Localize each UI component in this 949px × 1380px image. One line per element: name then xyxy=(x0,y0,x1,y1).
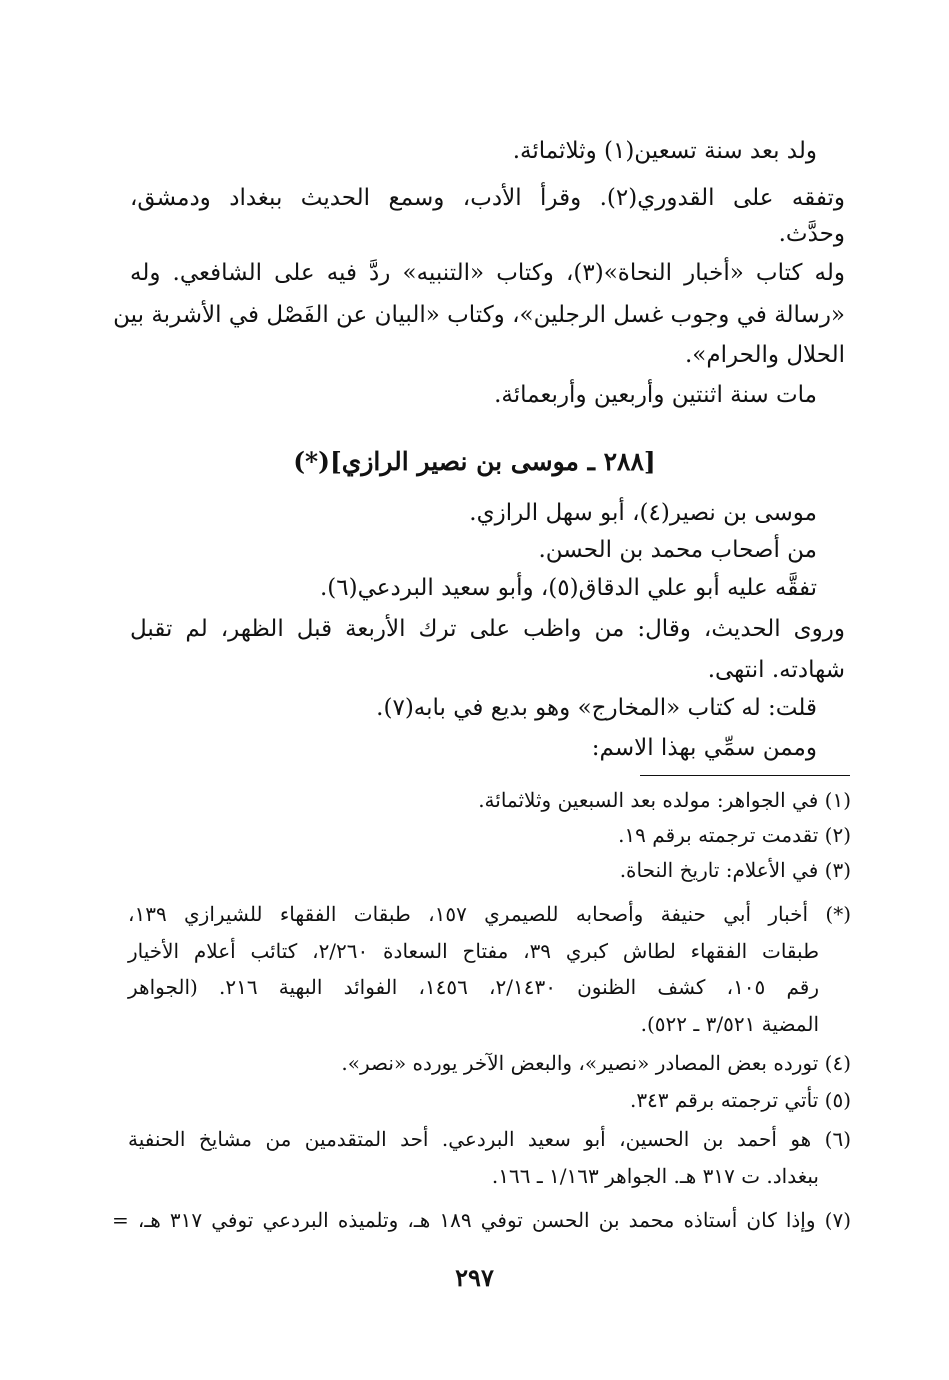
text-line: وتفقه على القدوري(٢). وقرأ الأدب، وسمع الحديث ببغداد ودمشق، xyxy=(130,185,845,211)
footnote-line: طبقات الفقهاء لطاش كبري ٣٩، مفتاح السعادة ٢/٢٦٠، كتائب أعلام الأخيار xyxy=(128,939,819,963)
footnote-separator xyxy=(640,775,850,776)
footnote-line: المضية ٣/٥٢١ ـ ٥٢٢). xyxy=(640,1012,819,1036)
page-number: ٢٩٧ xyxy=(455,1263,494,1292)
footnote-line: (٧) وإذا كان أستاذه محمد بن الحسن توفي ١٨٩ هـ، وتلميذه البردعي توفي ٣١٧ هـ، = xyxy=(112,1208,851,1232)
text-line: شهادته. انتهى. xyxy=(707,657,845,683)
footnote-line: (١) في الجواهر: مولده بعد السبعين وثلاثمائة. xyxy=(478,788,851,812)
text-line: ولد بعد سنة تسعين(١) وثلاثمائة. xyxy=(512,138,817,164)
text-line: وله كتاب «أخبار النحاة»(٣)، وكتاب «التنبيه» ردَّ فيه على الشافعي. وله xyxy=(130,260,845,286)
text-line: موسى بن نصير(٤)، أبو سهل الرازي. xyxy=(469,500,817,526)
footnote-line: ببغداد. ت ٣١٧ هـ. الجواهر ١/١٦٣ ـ ١٦٦. xyxy=(491,1164,819,1188)
footnote-line: رقم ١٠٥، كشف الظنون ٢/١٤٣٠، ١٤٥٦، الفوائد البهية ٢١٦. (الجواهر xyxy=(128,975,819,999)
text-line: «رسالة في وجوب غسل الرجلين»، وكتاب «البيان عن الفَصْل في الأشربة بين xyxy=(113,302,845,328)
footnote-line: (٤) تورده بعض المصادر «نصير»، والبعض الآخر يورده «نصر». xyxy=(341,1051,851,1075)
footnote-line: (٦) هو أحمد بن الحسين، أبو سعيد البردعي. أحد المتقدمين من مشايخ الحنفية xyxy=(128,1127,851,1151)
text-line: من أصحاب محمد بن الحسن. xyxy=(538,537,817,563)
text-line: مات سنة اثنتين وأربعين وأربعمائة. xyxy=(494,382,817,408)
footnote-line: (*) أخبار أبي حنيفة وأصحابه للصيمري ١٥٧، طبقات الفقهاء للشيرازي ١٣٩، xyxy=(128,902,852,926)
footnote-line: (٢) تقدمت ترجمته برقم ١٩. xyxy=(618,823,851,847)
text-line: قلت: له كتاب «المخارج» وهو بديع في بابه(٧). xyxy=(376,695,817,721)
text-line: الحلال والحرام». xyxy=(684,342,845,368)
text-line: تفقَّه عليه أبو علي الدقاق(٥)، وأبو سعيد البردعي(٦). xyxy=(320,575,817,601)
text-line: وروى الحديث، وقال: من واظب على ترك الأربعة قبل الظهر، لم تقبل xyxy=(130,616,845,642)
footnote-line: (٥) تأتي ترجمته برقم ٣٤٣. xyxy=(629,1088,851,1112)
entry-heading: [٢٨٨ ـ موسى بن نصير الرازي](*) xyxy=(293,447,656,476)
text-line: وحدَّث. xyxy=(778,221,845,247)
text-line: وممن سمِّي بهذا الاسم: xyxy=(591,735,817,761)
footnote-line: (٣) في الأعلام: تاريخ النحاة. xyxy=(619,858,851,882)
